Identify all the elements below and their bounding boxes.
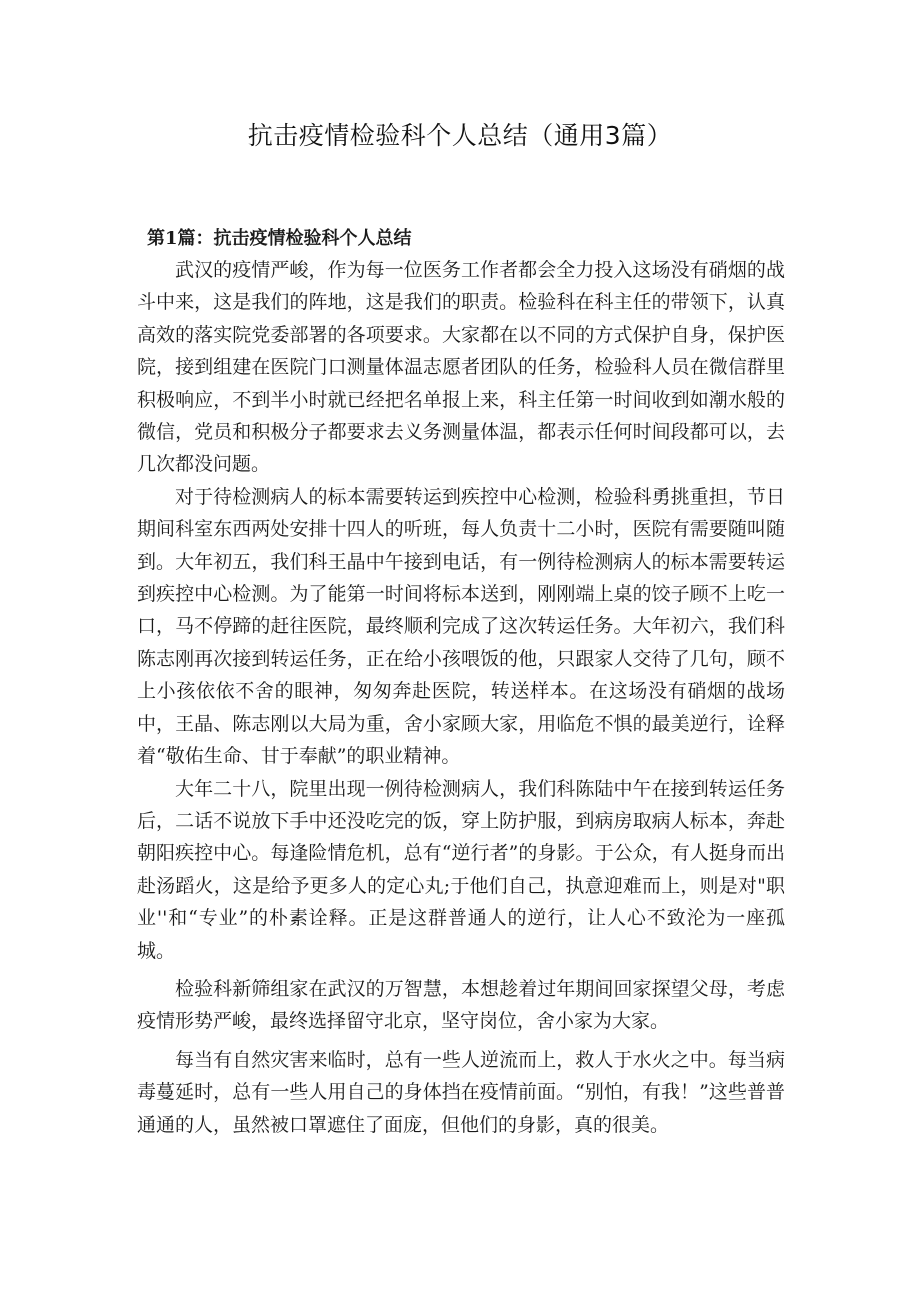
section-heading: 第1篇：抗击疫情检验科个人总结 <box>147 228 412 249</box>
paragraph-5: 每当有自然灾害来临时，总有一些人逆流而上，救人于水火之中。每当病毒蔓延时，总有一些人用自己的身体挡在疫情前面。“别怕，有我！”这些普普通通的人，虽然被口罩遮住了面庞，但他们的身影，真的很美。 <box>137 1048 785 1136</box>
paragraph-1: 武汉的疫情严峻，作为每一位医务工作者都会全力投入这场没有硝烟的战斗中来，这是我们的阵地，这是我们的职责。检验科在科主任的带领下，认真高效的落实院党委部署的各项要求。大家都在以不同的方式保护自身，保护医院，接到组建在医院门口测量体温志愿者团队的任务，检验科人员在微信群里积极响应，不到半小时就已经把名单报上来，科主任第一时间收到如潮水般的微信，党员和积极分子都要求去义务测量体温，都表示任何时间段都可以，去几次都没问题。 <box>137 259 785 476</box>
paragraph-4: 检验科新筛组家在武汉的万智慧，本想趁着过年期间回家探望父母，考虑疫情形势严峻，最终选择留守北京，坚守岗位，舍小家为大家。 <box>137 977 785 1033</box>
document-body <box>137 254 785 1141</box>
paragraph-3: 大年二十八，院里出现一例待检测病人，我们科陈陆中午在接到转运任务后，二话不说放下手中还没吃完的饭，穿上防护服，到病房取病人标本，奔赴朝阳疾控中心。每逢险情危机，总有“逆行者”的身影。于公众，有人挺身而出赴汤蹈火，这是给予更多人的定心丸;于他们自己，执意迎难而上，则是对"职业''和“专业”的朴素诠释。正是这群普通人的逆行，让人心不致沦为一座孤城。 <box>137 777 785 962</box>
paragraph-2: 对于待检测病人的标本需要转运到疾控中心检测，检验科勇挑重担，节日期间科室东西两处安排十四人的听班，每人负责十二小时，医院有需要随叫随到。大年初五，我们科王晶中午接到电话，有一例待检测病人的标本需要转运到疾控中心检测。为了能第一时间将标本送到，刚刚端上桌的饺子顾不上吃一口，马不停蹄的赶往医院，最终顺利完成了这次转运任务。大年初六，我们科陈志刚再次接到转运任务，正在给小孩喂饭的他，只跟家人交待了几句，顾不上小孩依依不舍的眼神，匆匆奔赴医院，转送样本。在这场没有硝烟的战场中，王晶、陈志刚以大局为重，舍小家顾大家，用临危不惧的最美逆行，诠释着“敬佑生命、甘于奉献”的职业精神。 <box>137 485 785 768</box>
document-title: 抗击疫情检验科个人总结（通用3篇） <box>247 121 673 150</box>
